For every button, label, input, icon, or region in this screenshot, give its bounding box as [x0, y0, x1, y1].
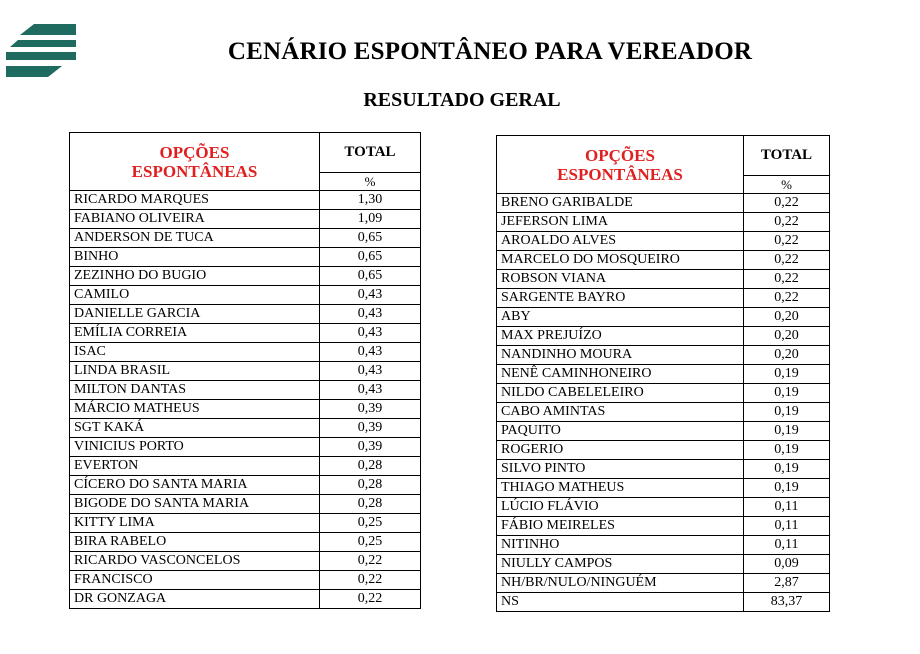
candidate-percent: 0,43 [320, 286, 421, 305]
table-row [497, 498, 830, 517]
table-row [70, 590, 421, 609]
candidate-name: VINICIUS PORTO [70, 438, 320, 457]
candidate-percent: 0,20 [744, 308, 830, 327]
candidate-percent: 0,43 [320, 381, 421, 400]
candidate-percent: 0,19 [744, 403, 830, 422]
candidate-name: LÚCIO FLÁVIO [497, 498, 744, 517]
table-row [497, 251, 830, 270]
candidate-percent: 0,43 [320, 362, 421, 381]
candidate-name: ROGERIO [497, 441, 744, 460]
candidate-name: PAQUITO [497, 422, 744, 441]
logo-stripe-middle [6, 52, 76, 60]
table-row [70, 514, 421, 533]
candidate-name: FRANCISCO [70, 571, 320, 590]
table-row [70, 229, 421, 248]
candidate-name: DR GONZAGA [70, 590, 320, 609]
candidate-percent: 0,11 [744, 536, 830, 555]
table-row [70, 286, 421, 305]
candidate-percent: 0,22 [320, 571, 421, 590]
candidate-name: NS [497, 593, 744, 612]
candidate-percent: 0,22 [744, 251, 830, 270]
table-row [70, 552, 421, 571]
candidate-name: SILVO PINTO [497, 460, 744, 479]
candidate-percent: 0,20 [744, 346, 830, 365]
candidate-percent: 0,28 [320, 457, 421, 476]
candidate-percent: 0,22 [320, 590, 421, 609]
candidate-percent: 0,65 [320, 248, 421, 267]
table-row [497, 308, 830, 327]
candidate-percent: 0,22 [744, 232, 830, 251]
candidate-name: BIGODE DO SANTA MARIA [70, 495, 320, 514]
candidate-percent: 1,09 [320, 210, 421, 229]
candidate-name: CAMILO [70, 286, 320, 305]
candidate-name: NILDO CABELELEIRO [497, 384, 744, 403]
logo-stripe-top [20, 24, 76, 35]
results-table-left-body [70, 191, 421, 609]
table-row [497, 232, 830, 251]
table-row [497, 270, 830, 289]
table-row [70, 419, 421, 438]
table-row [70, 267, 421, 286]
table-row [70, 438, 421, 457]
candidate-percent: 0,65 [320, 267, 421, 286]
candidate-name: ANDERSON DE TUCA [70, 229, 320, 248]
candidate-name: ROBSON VIANA [497, 270, 744, 289]
candidate-percent: 83,37 [744, 593, 830, 612]
table-row [497, 384, 830, 403]
candidate-name: MILTON DANTAS [70, 381, 320, 400]
table-row [70, 210, 421, 229]
options-header-line1: OPÇÕES [585, 145, 655, 165]
table-row [497, 460, 830, 479]
page-title: CENÁRIO ESPONTÂNEO PARA VEREADOR [227, 38, 753, 65]
percent-unit-header: % [744, 176, 830, 194]
candidate-name: NIULLY CAMPOS [497, 555, 744, 574]
candidate-name: DANIELLE GARCIA [70, 305, 320, 324]
candidate-name: SARGENTE BAYRO [497, 289, 744, 308]
table-row [497, 441, 830, 460]
institute-logo-icon [6, 22, 76, 78]
table-row [497, 479, 830, 498]
candidate-percent: 2,87 [744, 574, 830, 593]
table-row [497, 346, 830, 365]
candidate-percent: 0,09 [744, 555, 830, 574]
candidate-percent: 0,43 [320, 343, 421, 362]
candidate-name: EMÍLIA CORREIA [70, 324, 320, 343]
results-table-right-body [497, 194, 830, 612]
table-row [70, 191, 421, 210]
candidate-name: SGT KAKÁ [70, 419, 320, 438]
candidate-percent: 0,22 [744, 289, 830, 308]
candidate-percent: 0,22 [744, 270, 830, 289]
table-row [70, 362, 421, 381]
candidate-percent: 0,28 [320, 495, 421, 514]
options-header [70, 133, 320, 191]
candidate-percent: 0,19 [744, 365, 830, 384]
candidate-percent: 0,19 [744, 460, 830, 479]
table-row [70, 343, 421, 362]
options-header-line1: OPÇÕES [159, 142, 230, 162]
candidate-percent: 0,11 [744, 498, 830, 517]
candidate-name: ISAC [70, 343, 320, 362]
table-row [70, 533, 421, 552]
total-header: TOTAL [320, 133, 421, 173]
candidate-name: NANDINHO MOURA [497, 346, 744, 365]
table-row [70, 305, 421, 324]
candidate-percent: 0,11 [744, 517, 830, 536]
candidate-percent: 0,22 [320, 552, 421, 571]
table-row [497, 213, 830, 232]
candidate-name: MAX PREJUÍZO [497, 327, 744, 346]
table-row [70, 381, 421, 400]
candidate-percent: 0,20 [744, 327, 830, 346]
candidate-percent: 0,28 [320, 476, 421, 495]
candidate-percent: 0,39 [320, 400, 421, 419]
candidate-name: ABY [497, 308, 744, 327]
logo-stripe-bottom [6, 66, 62, 77]
candidate-name: BRENO GARIBALDE [497, 194, 744, 213]
candidate-percent: 0,39 [320, 419, 421, 438]
candidate-name: BIRA RABELO [70, 533, 320, 552]
candidate-percent: 1,30 [320, 191, 421, 210]
results-table-right [496, 135, 830, 612]
table-row [70, 476, 421, 495]
candidate-name: FÁBIO MEIRELES [497, 517, 744, 536]
candidate-name: THIAGO MATHEUS [497, 479, 744, 498]
table-row [497, 574, 830, 593]
candidate-name: FABIANO OLIVEIRA [70, 210, 320, 229]
table-row [497, 517, 830, 536]
candidate-percent: 0,25 [320, 514, 421, 533]
results-table-left [69, 132, 421, 609]
candidate-name: MÁRCIO MATHEUS [70, 400, 320, 419]
candidate-name: RICARDO MARQUES [70, 191, 320, 210]
table-row [497, 403, 830, 422]
options-header-line2: ESPONTÂNEAS [557, 164, 683, 184]
candidate-name: NENÊ CAMINHONEIRO [497, 365, 744, 384]
candidate-name: BINHO [70, 248, 320, 267]
table-row [497, 289, 830, 308]
candidate-percent: 0,19 [744, 384, 830, 403]
table-row [70, 324, 421, 343]
candidate-percent: 0,39 [320, 438, 421, 457]
candidate-name: CÍCERO DO SANTA MARIA [70, 476, 320, 495]
table-row [70, 457, 421, 476]
candidate-percent: 0,22 [744, 213, 830, 232]
table-row [497, 555, 830, 574]
table-row [497, 422, 830, 441]
table-row [497, 194, 830, 213]
percent-unit-header: % [320, 173, 421, 191]
candidate-percent: 0,19 [744, 479, 830, 498]
table-row [497, 327, 830, 346]
table-row [70, 400, 421, 419]
table-row [70, 571, 421, 590]
candidate-percent: 0,25 [320, 533, 421, 552]
candidate-name: EVERTON [70, 457, 320, 476]
table-row [497, 593, 830, 612]
candidate-percent: 0,19 [744, 422, 830, 441]
candidate-percent: 0,19 [744, 441, 830, 460]
options-header [497, 136, 744, 194]
candidate-name: AROALDO ALVES [497, 232, 744, 251]
table-row [497, 536, 830, 555]
candidate-name: KITTY LIMA [70, 514, 320, 533]
candidate-percent: 0,43 [320, 324, 421, 343]
candidate-name: CABO AMINTAS [497, 403, 744, 422]
candidate-name: NH/BR/NULO/NINGUÉM [497, 574, 744, 593]
candidate-name: LINDA BRASIL [70, 362, 320, 381]
logo-stripe-mid-upper [10, 40, 76, 47]
options-header-line2: ESPONTÂNEAS [131, 161, 258, 181]
candidate-name: NITINHO [497, 536, 744, 555]
candidate-name: MARCELO DO MOSQUEIRO [497, 251, 744, 270]
candidate-name: ZEZINHO DO BUGIO [70, 267, 320, 286]
candidate-percent: 0,43 [320, 305, 421, 324]
candidate-percent: 0,65 [320, 229, 421, 248]
page-subtitle: RESULTADO GERAL [363, 89, 561, 111]
table-row [497, 365, 830, 384]
candidate-name: JEFERSON LIMA [497, 213, 744, 232]
candidate-name: RICARDO VASCONCELOS [70, 552, 320, 571]
total-header: TOTAL [744, 136, 830, 176]
table-row [70, 248, 421, 267]
candidate-percent: 0,22 [744, 194, 830, 213]
table-row [70, 495, 421, 514]
